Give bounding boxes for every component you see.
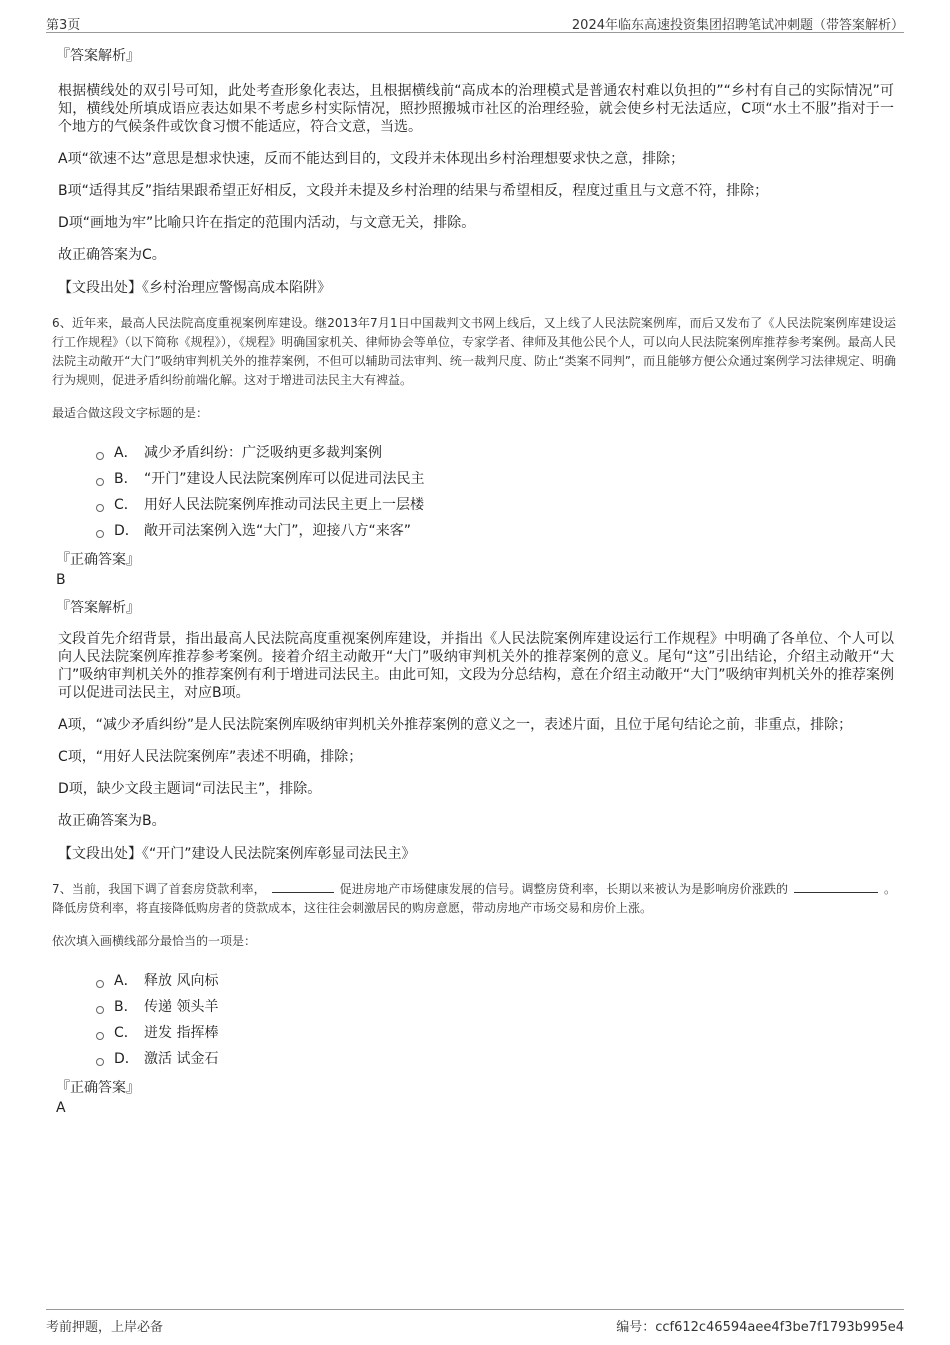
q6-analysis-paragraph: 文段首先介绍背景，指出最高人民法院高度重视案例库建设，并指出《人民法院案例库建设运行工作规程》中明确了各单位、个人可以向人民法院案例库推荐参考案例。接着介绍主动敞开“大门”吸纳审判机关外的推荐案例的意义。尾句“这”引出结论，介绍主动敞开“大门”吸纳审判机关外的推荐案例有利于增进司法民主。由此可知，文段为分总结构，意在介绍主动敞开“大门”吸纳审判机关外的推荐案例可以促进司法民主，对应B项。 (58, 631, 894, 701)
radio-button-icon[interactable] (96, 504, 104, 512)
radio-button-icon[interactable] (96, 452, 104, 460)
q7-options (96, 968, 896, 1072)
page-header (46, 12, 904, 33)
q6-analysis-paragraph: A项，“减少矛盾纠纷”是人民法院案例库吸纳审判机关外推荐案例的意义之一，表述片面，且位于尾句结论之前，非重点，排除； (58, 717, 853, 733)
q5-analysis-paragraph: D项“画地为牢”比喻只许在指定的范围内活动，与文意无关，排除。 (58, 215, 476, 231)
q7-option-c[interactable]: C． 迸发 指挥棒 (96, 1020, 896, 1046)
radio-button-icon[interactable] (96, 980, 104, 988)
q6-source: 【文段出处】《“开门”建设人民法院案例库彰显司法民主》 (58, 846, 416, 862)
document-title: 2024年临东高速投资集团招聘笔试冲刺题（带答案解析） (571, 18, 904, 33)
q6-analysis (56, 630, 896, 830)
footer-code: 编号：ccf612c46594aee4f3be7f1793b995e4 (616, 1320, 904, 1335)
q5-analysis-paragraph: A项“欲速不达”意思是想求快速，反而不能达到目的，文段并未体现出乡村治理想要求快之意，排除； (58, 151, 685, 167)
q6-option-b[interactable]: B． “开门”建设人民法院案例库可以促进司法民主 (96, 466, 896, 492)
q5-analysis-paragraph: 故正确答案为C。 (58, 247, 166, 263)
q6-correct-label: 『正确答案』 (56, 552, 140, 568)
q5-analysis-label: 『答案解析』 (56, 48, 140, 64)
q6-options (96, 440, 896, 544)
q6-correct-answer: B (56, 572, 66, 588)
q5-analysis-paragraph: B项“适得其反”指结果跟希望正好相反，文段并未提及乡村治理的结果与希望相反，程度过重且与文意不符，排除； (58, 183, 769, 199)
main-content (52, 46, 896, 1126)
q5-source: 【文段出处】《乡村治理应警惕高成本陷阱》 (58, 280, 331, 296)
q6-option-c[interactable]: C． 用好人民法院案例库推动司法民主更上一层楼 (96, 492, 896, 518)
q6-prompt: 最适合做这段文字标题的是： (52, 406, 209, 420)
footer-slogan: 考前押题，上岸必备 (46, 1320, 164, 1335)
q7-stem: 7、当前，我国下调了首套房贷款利率， 促进房地产市场健康发展的信号。调整房贷利率，长期以来被认为是影响房价涨跌的 。降低房贷利率，将直接降低购房者的贷款成本，这往往会刺激居民的购房意愿，带动房地产市场交易和房价上涨。 (52, 882, 896, 915)
radio-button-icon[interactable] (96, 1006, 104, 1014)
q6-analysis-paragraph: C项，“用好人民法院案例库”表述不明确，排除； (58, 749, 363, 765)
radio-button-icon[interactable] (96, 1032, 104, 1040)
q5-analysis (56, 82, 896, 264)
q5-analysis-paragraph: 根据横线处的双引号可知，此处考查形象化表达，且根据横线前“高成本的治理模式是普通农村难以负担的”“乡村有自己的实际情况”可知，横线处所填成语应表达如果不考虑乡村实际情况，照抄照搬城市社区的治理经验，就会使乡村无法适应，C项“水土不服”指对于一个地方的气候条件或饮食习惯不能适应，符合文意，当选。 (58, 83, 894, 135)
radio-button-icon[interactable] (96, 1058, 104, 1066)
q6-analysis-paragraph: 故正确答案为B。 (58, 813, 166, 829)
radio-button-icon[interactable] (96, 478, 104, 486)
q6-analysis-paragraph: D项，缺少文段主题词“司法民主”，排除。 (58, 781, 322, 797)
q6-option-a[interactable]: A． 减少矛盾纠纷：广泛吸纳更多裁判案例 (96, 440, 896, 466)
q6-stem: 6、近年来，最高人民法院高度重视案例库建设。继2013年7月1日中国裁判文书网上线后，又上线了人民法院案例库，而后又发布了《人民法院案例库建设运行工作规程》（以下简称《规程》），《规程》明确国家机关、律师协会等单位，专家学者、律师及其他公民个人，可以向人民法院案例库推荐参考案例。最高人民法院主动敞开“大门”吸纳审判机关外的推荐案例，不但可以辅助司法审判、统一裁判尺度、防止“类案不同判”，而且能够方便公众通过案例学习法律规定、明确行为规则，促进矛盾纠纷前端化解。这对于增进司法民主大有裨益。 (52, 316, 896, 387)
q6-option-d[interactable]: D． 敞开司法案例入选“大门”，迎接八方“来客” (96, 518, 896, 544)
fill-blank-1[interactable] (272, 880, 334, 893)
q7-prompt: 依次填入画横线部分最恰当的一项是： (52, 934, 257, 948)
radio-button-icon[interactable] (96, 530, 104, 538)
fill-blank-2[interactable] (794, 880, 878, 893)
q7-option-d[interactable]: D． 激活 试金石 (96, 1046, 896, 1072)
q7-option-b[interactable]: B． 传递 领头羊 (96, 994, 896, 1020)
page-footer (46, 1309, 904, 1334)
q7-correct-label: 『正确答案』 (56, 1080, 140, 1096)
page-number: 第3页 (46, 18, 81, 33)
q6-analysis-label: 『答案解析』 (56, 600, 140, 616)
q7-correct-answer: A (56, 1100, 66, 1116)
q7-option-a[interactable]: A． 释放 风向标 (96, 968, 896, 994)
